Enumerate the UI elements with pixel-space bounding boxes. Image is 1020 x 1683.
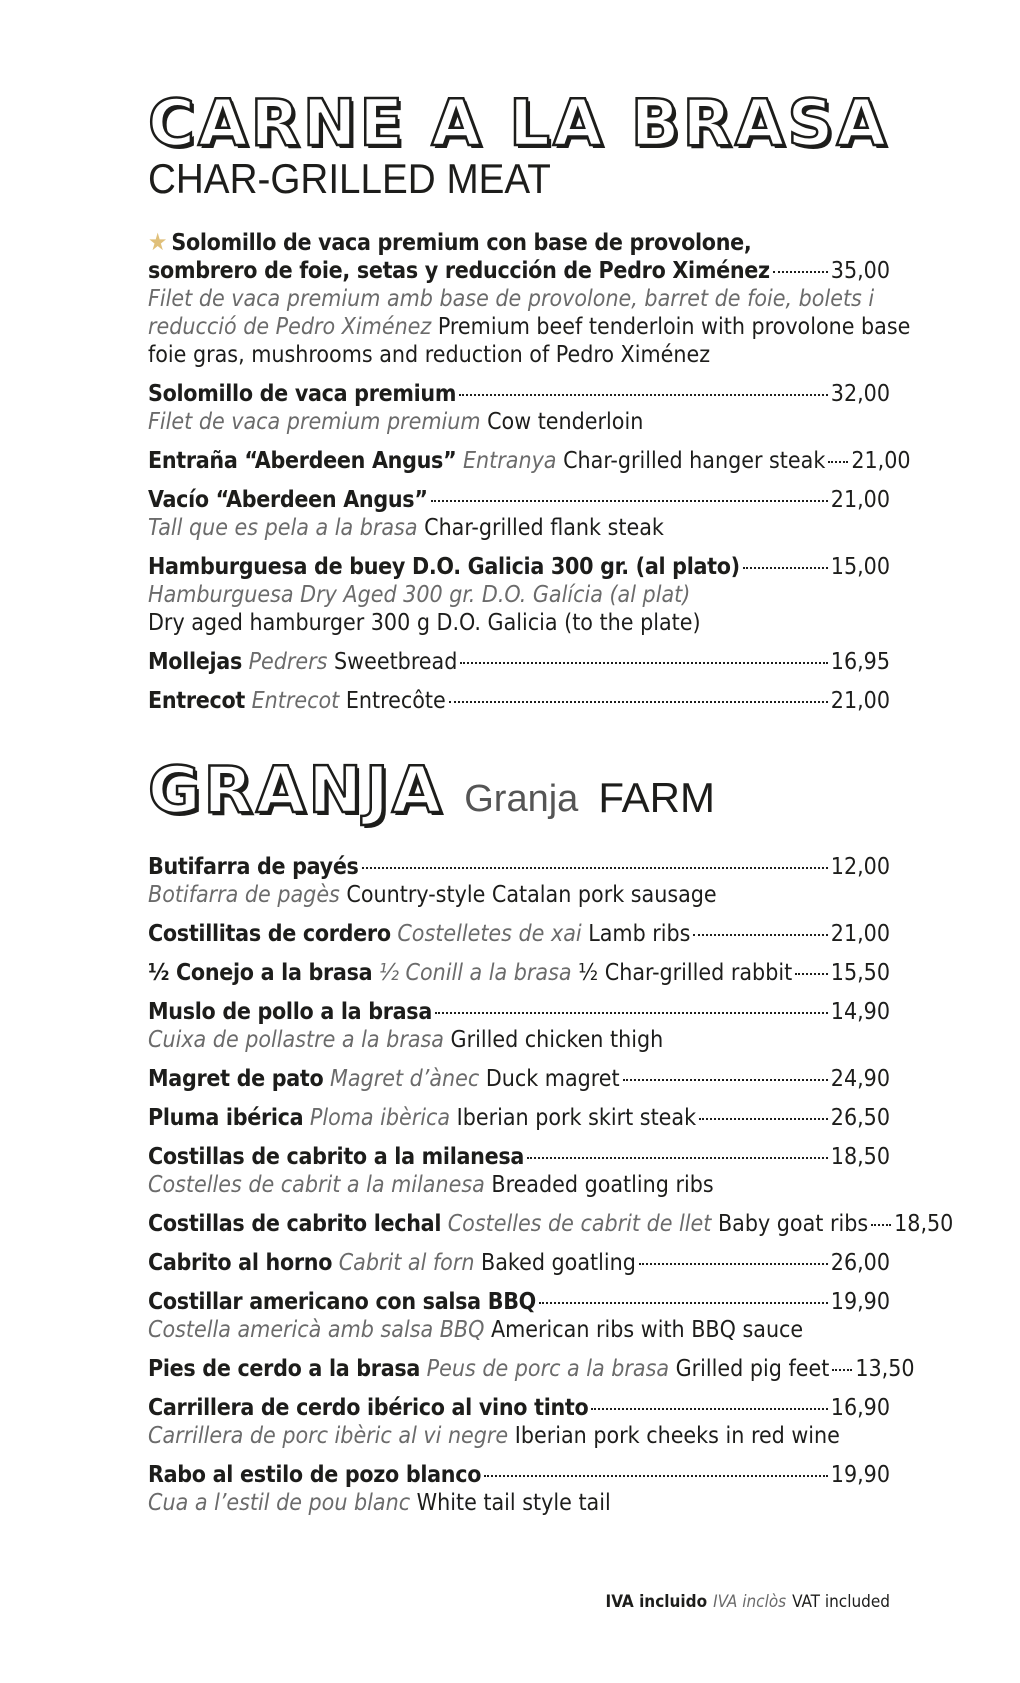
item-row — [148, 553, 890, 581]
menu-item — [148, 1355, 915, 1383]
item-catalan: Filet de vaca premium amb base de provolone, barret de foie, bolets i — [148, 286, 875, 313]
item-row — [148, 1288, 890, 1316]
menu-item — [148, 1461, 890, 1517]
item-price: 12,00 — [830, 854, 890, 881]
item-price: 16,95 — [830, 649, 890, 676]
leader-dots — [484, 1475, 828, 1477]
item-price: 35,00 — [830, 258, 890, 285]
star-icon: ★ — [148, 228, 168, 257]
item-text — [148, 920, 690, 948]
item-name: ½ Conejo a la brasa — [148, 960, 373, 987]
item-row — [148, 998, 890, 1026]
leader-dots — [828, 461, 848, 463]
item-row — [148, 1143, 890, 1171]
menu-item — [148, 447, 911, 475]
item-price: 16,90 — [830, 1395, 890, 1422]
item-name: Carrillera de cerdo ibérico al vino tinto — [148, 1395, 589, 1422]
item-text — [148, 687, 446, 715]
item-english: White tail style tail — [416, 1490, 611, 1517]
item-price: 21,00 — [830, 688, 890, 715]
leader-dots — [832, 1369, 852, 1371]
item-text — [148, 486, 428, 514]
item-catalan: Costelletes de xai — [397, 921, 582, 948]
item-name: Entrecot — [148, 688, 245, 715]
item-price: 13,50 — [855, 1356, 915, 1383]
item-text — [148, 1210, 868, 1238]
item-name: Butifarra de payés — [148, 854, 359, 881]
item-name: Mollejas — [148, 649, 242, 676]
item-text — [148, 1249, 636, 1277]
item-text — [148, 1394, 588, 1422]
item-name: Costillar americano con salsa BBQ — [148, 1289, 536, 1316]
item-row — [148, 447, 911, 475]
menu-item — [148, 380, 890, 436]
item-price: 24,90 — [830, 1066, 890, 1093]
vat-note-spanish: IVA incluido — [605, 1592, 708, 1612]
item-catalan: Cua a l’estil de pou blanc — [148, 1490, 411, 1517]
item-row — [148, 687, 890, 715]
item-catalan: Costelles de cabrit de llet — [447, 1211, 712, 1238]
item-name: Costillitas de cordero — [148, 921, 391, 948]
item-catalan: Filet de vaca premium premium — [148, 409, 481, 436]
item-name: sombrero de foie, setas y reducción de Pedro Ximénez — [148, 258, 770, 285]
item-text — [148, 1355, 829, 1383]
item-text — [148, 998, 432, 1026]
item-catalan: Cabrit al forn — [338, 1250, 475, 1277]
menu-item — [148, 1249, 890, 1277]
vat-note — [606, 1592, 890, 1612]
item-text — [148, 1143, 524, 1171]
item-price: 15,00 — [830, 554, 890, 581]
menu-item — [148, 1104, 890, 1132]
menu-list-granja — [148, 853, 954, 1517]
item-catalan: Costella americà amb salsa BBQ — [148, 1317, 485, 1344]
item-price: 21,00 — [830, 921, 890, 948]
item-english: Premium beef tenderloin with provolone base — [437, 314, 911, 341]
item-catalan: Magret d’ànec — [330, 1066, 480, 1093]
leader-dots — [539, 1302, 828, 1304]
item-english: Sweetbread — [334, 649, 458, 676]
leader-dots — [693, 934, 827, 936]
menu-item — [148, 1288, 890, 1344]
item-catalan: Entrecot — [251, 688, 340, 715]
section-subtitle-carne: CHAR-GRILLED MEAT — [148, 155, 551, 202]
item-catalan: Ploma ibèrica — [309, 1105, 451, 1132]
item-english: Breaded goatling ribs — [491, 1172, 714, 1199]
menu-item — [148, 959, 890, 987]
item-catalan: Carrillera de porc ibèric al vi negre — [148, 1423, 509, 1450]
section-subtitle-catalan: Granja — [464, 777, 579, 820]
menu-item — [148, 1394, 890, 1450]
item-row — [148, 1249, 890, 1277]
leader-dots — [460, 662, 827, 664]
item-description — [148, 1171, 890, 1199]
leader-dots — [431, 500, 828, 502]
item-text — [148, 1104, 696, 1132]
item-row — [148, 1104, 890, 1132]
leader-dots — [449, 701, 828, 703]
item-price: 15,50 — [830, 960, 890, 987]
item-row — [148, 920, 890, 948]
item-text — [148, 1461, 481, 1489]
item-english: Iberian pork skirt steak — [456, 1105, 697, 1132]
item-row — [148, 1065, 890, 1093]
menu-item — [148, 1210, 954, 1238]
menu-item — [148, 687, 890, 715]
item-english: Char-grilled flank steak — [424, 515, 664, 542]
item-row — [148, 1355, 915, 1383]
item-english: American ribs with BBQ sauce — [490, 1317, 804, 1344]
vat-note-catalan: IVA inclòs — [713, 1592, 787, 1612]
section-title-carne: CARNE A LA BRASA — [148, 87, 889, 161]
item-catalan: Peus de porc a la brasa — [426, 1356, 670, 1383]
item-text — [148, 853, 359, 881]
item-english: Cow tenderloin — [487, 409, 644, 436]
leader-dots — [623, 1079, 828, 1081]
item-row — [148, 486, 890, 514]
item-english: Grilled chicken thigh — [450, 1027, 664, 1054]
item-text — [148, 1065, 620, 1093]
item-english: ½ Char-grilled rabbit — [578, 960, 793, 987]
section-subtitle-english: FARM — [598, 773, 715, 821]
item-description — [148, 1316, 890, 1344]
item-catalan: Entranya — [462, 448, 557, 475]
item-price: 26,50 — [830, 1105, 890, 1132]
item-catalan: Tall que es pela a la brasa — [148, 515, 418, 542]
item-english: Char-grilled hanger steak — [563, 448, 826, 475]
item-text — [148, 648, 457, 676]
leader-dots — [362, 867, 828, 869]
item-description — [148, 408, 890, 436]
item-catalan: Botifarra de pagès — [148, 882, 340, 909]
item-catalan: reducció de Pedro Ximénez — [148, 314, 432, 341]
item-name: Costillas de cabrito a la milanesa — [148, 1144, 524, 1171]
item-price: 32,00 — [830, 381, 890, 408]
item-description — [148, 1422, 890, 1450]
item-english: Baked goatling — [481, 1250, 636, 1277]
item-row — [148, 648, 890, 676]
item-row — [148, 1461, 890, 1489]
item-english: Duck magret — [485, 1066, 620, 1093]
menu-item-featured — [148, 228, 911, 369]
item-row — [148, 1210, 954, 1238]
item-catalan: ½ Conill a la brasa — [378, 960, 572, 987]
leader-dots — [871, 1224, 891, 1226]
item-price: 18,50 — [830, 1144, 890, 1171]
section-header-granja — [148, 754, 890, 829]
menu-item — [148, 998, 890, 1054]
leader-dots — [435, 1012, 828, 1014]
item-price: 14,90 — [830, 999, 890, 1026]
item-english: foie gras, mushrooms and reduction of Pedro Ximénez — [148, 342, 711, 369]
menu-page — [148, 87, 954, 1528]
item-catalan: Hamburguesa Dry Aged 300 gr. D.O. Galícia (al plat) — [148, 582, 691, 609]
section-title-granja: GRANJA — [148, 754, 445, 829]
menu-item — [148, 920, 890, 948]
item-name: Hamburguesa de buey D.O. Galicia 300 gr. (al plato) — [148, 554, 740, 581]
menu-list-carne — [148, 228, 911, 715]
leader-dots — [743, 567, 828, 569]
leader-dots — [773, 271, 828, 273]
item-name: Costillas de cabrito lechal — [148, 1211, 442, 1238]
item-english: Entrecôte — [345, 688, 446, 715]
item-text — [148, 380, 456, 408]
item-price: 18,50 — [894, 1211, 954, 1238]
item-catalan: Pedrers — [248, 649, 328, 676]
item-row — [148, 380, 890, 408]
item-row — [148, 959, 890, 987]
item-description — [148, 881, 890, 909]
item-english: Grilled pig feet — [675, 1356, 830, 1383]
item-description — [148, 1026, 890, 1054]
item-price: 26,00 — [830, 1250, 890, 1277]
item-row — [148, 853, 890, 881]
item-price: 19,90 — [830, 1462, 890, 1489]
item-english: Dry aged hamburger 300 g D.O. Galicia (to the plate) — [148, 610, 701, 637]
leader-dots — [699, 1118, 828, 1120]
item-price: 21,00 — [851, 448, 911, 475]
menu-item — [148, 648, 890, 676]
item-price: 19,90 — [830, 1289, 890, 1316]
item-name: Solomillo de vaca premium con base de provolone, — [171, 230, 752, 257]
item-name: Rabo al estilo de pozo blanco — [148, 1462, 482, 1489]
item-catalan: Costelles de cabrit a la milanesa — [148, 1172, 485, 1199]
item-name: Vacío “Aberdeen Angus” — [148, 487, 428, 514]
item-description — [148, 1489, 890, 1517]
item-text — [148, 447, 825, 475]
menu-item — [148, 486, 890, 542]
leader-dots — [591, 1408, 827, 1410]
item-catalan: Cuixa de pollastre a la brasa — [148, 1027, 444, 1054]
item-english: Baby goat ribs — [717, 1211, 869, 1238]
item-name: Cabrito al horno — [148, 1250, 333, 1277]
item-row — [148, 1394, 890, 1422]
menu-item — [148, 853, 890, 909]
item-name: Pies de cerdo a la brasa — [148, 1356, 421, 1383]
item-text — [148, 1288, 536, 1316]
leader-dots — [527, 1157, 828, 1159]
leader-dots — [639, 1263, 828, 1265]
vat-note-english: VAT included — [792, 1592, 890, 1612]
item-name: Solomillo de vaca premium — [148, 381, 457, 408]
menu-item — [148, 553, 890, 637]
item-text — [148, 959, 792, 987]
item-english: Lamb ribs — [588, 921, 691, 948]
item-english: Country-style Catalan pork sausage — [346, 882, 717, 909]
item-name: Muslo de pollo a la brasa — [148, 999, 432, 1026]
item-name: Pluma ibérica — [148, 1105, 304, 1132]
item-description — [148, 514, 890, 542]
leader-dots — [459, 394, 828, 396]
item-english: Iberian pork cheeks in red wine — [514, 1423, 840, 1450]
item-name: Magret de pato — [148, 1066, 324, 1093]
item-text — [148, 553, 740, 581]
item-price: 21,00 — [830, 487, 890, 514]
menu-item — [148, 1143, 890, 1199]
leader-dots — [795, 973, 828, 975]
item-name: Entraña “Aberdeen Angus” — [148, 448, 457, 475]
menu-item — [148, 1065, 890, 1093]
item-description — [148, 581, 890, 609]
